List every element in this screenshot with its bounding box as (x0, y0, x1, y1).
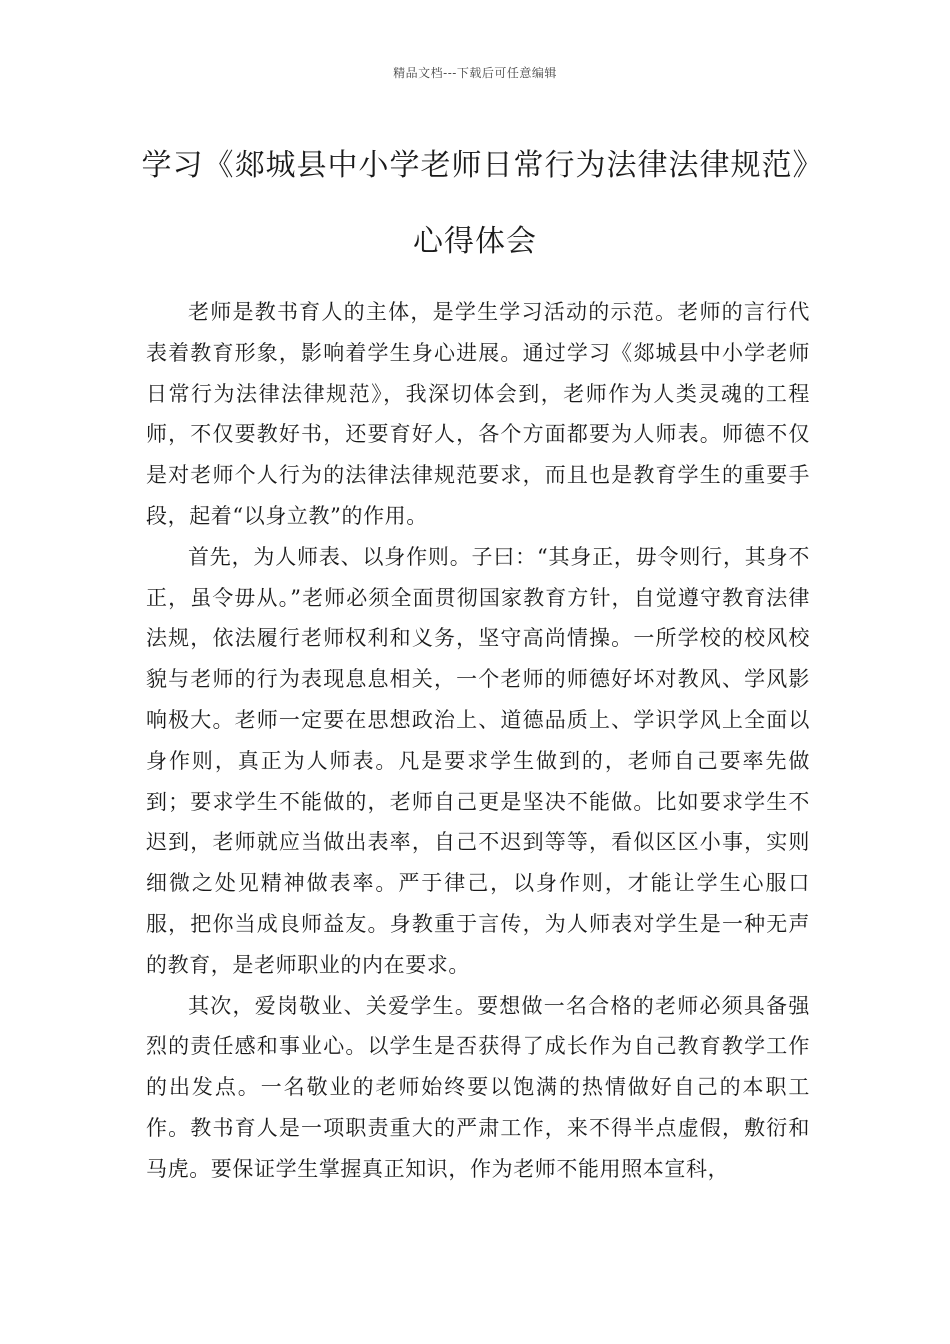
document-body (146, 292, 810, 1190)
paragraph-3: 其次，爱岗敬业、关爱学生。要想做一名合格的老师必须具备强烈的责任感和事业心。以学生是否获得了成长作为自己教育教学工作的出发点。一名敬业的老师始终要以饱满的热情做好自己的本职工作。教书育人是一项职责重大的严肃工作，来不得半点虚假，敷衍和马虎。要保证学生掌握真正知识，作为老师不能用照本宣科， (146, 993, 810, 1181)
header-note: 精品文档---下载后可任意编辑 (393, 66, 557, 80)
document-title: 学习《郯城县中小学老师日常行为法律法律规范》心得体会 (141, 148, 809, 259)
paragraph-1: 老师是教书育人的主体，是学生学习活动的示范。老师的言行代表着教育形象，影响着学生身心进展。通过学习《郯城县中小学老师日常行为法律法律规范》，我深切体会到，老师作为人类灵魂的工程师，不仅要教好书，还要育好人，各个方面都要为人师表。师德不仅是对老师个人行为的法律法律规范要求，而且也是教育学生的重要手段，起着“以身立教”的作用。 (146, 300, 810, 528)
paragraph-2: 首先，为人师表、以身作则。子曰：“其身正，毋令则行，其身不正，虽令毋从。”老师必须全面贯彻国家教育方针，自觉遵守教育法律法规，依法履行老师权利和义务，坚守高尚情操。一所学校的校风校貌与老师的行为表现息息相关，一个老师的师德好坏对教风、学风影响极大。老师一定要在思想政治上、道德品质上、学识学风上全面以身作则，真正为人师表。凡是要求学生做到的，老师自己要率先做到；要求学生不能做的，老师自己更是坚决不能做。比如要求学生不迟到，老师就应当做出表率，自己不迟到等等，看似区区小事，实则细微之处见精神做表率。严于律己，以身作则，才能让学生心服口服，把你当成良师益友。身教重于言传，为人师表对学生是一种无声的教育，是老师职业的内在要求。 (146, 544, 810, 977)
